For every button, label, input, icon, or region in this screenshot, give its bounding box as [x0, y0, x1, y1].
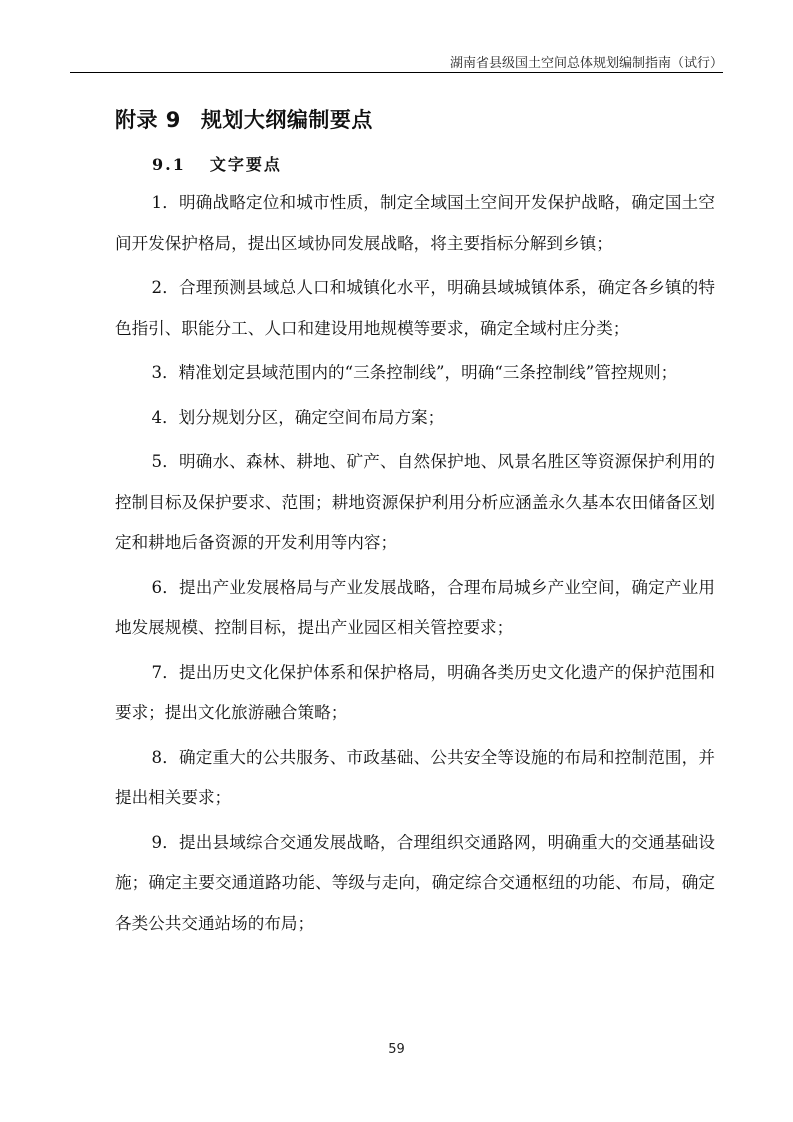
running-header	[70, 50, 723, 73]
paragraph-1: 1．明确战略定位和城市性质，制定全域国土空间开发保护战略，确定国土空间开发保护格局，提出区域协同发展战略，将主要指标分解到乡镇；	[115, 193, 715, 253]
paragraph-6: 6．提出产业发展格局与产业发展战略，合理布局城乡产业空间，确定产业用地发展规模、控制目标，提出产业园区相关管控要求；	[115, 577, 715, 637]
appendix-number: 附录 9	[115, 108, 181, 132]
paragraph-4: 4．划分规划分区，确定空间布局方案；	[151, 407, 445, 427]
section-number: 9.1	[152, 155, 186, 174]
page-content	[115, 96, 715, 944]
paragraph-3: 3．精准划定县域范围内的“三条控制线”，明确“三条控制线”管控规则；	[151, 363, 678, 382]
section-heading	[152, 152, 715, 175]
paragraph-2: 2．合理预测县域总人口和城镇化水平，明确县域城镇体系，确定各乡镇的特色指引、职能分工、人口和建设用地规模等要求，确定全域村庄分类；	[115, 278, 715, 338]
appendix-heading	[115, 104, 715, 134]
paragraph-7: 7．提出历史文化保护体系和保护格局，明确各类历史文化遗产的保护范围和要求；提出文化旅游融合策略；	[115, 662, 715, 722]
paragraph-9: 9．提出县域综合交通发展战略，合理组织交通路网，明确重大的交通基础设施；确定主要交通道路功能、等级与走向，确定综合交通枢纽的功能、布局，确定各类公共交通站场的布局；	[115, 832, 715, 933]
paragraph-8: 8．确定重大的公共服务、市政基础、公共安全等设施的布局和控制范围，并提出相关要求；	[115, 747, 715, 807]
header-title: 湖南省县级国土空间总体规划编制指南（试行）	[449, 56, 723, 71]
section-title: 文字要点	[209, 155, 282, 174]
page-number: 59	[388, 1042, 405, 1057]
appendix-title: 规划大纲编制要点	[200, 108, 373, 132]
paragraph-5: 5．明确水、森林、耕地、矿产、自然保护地、风景名胜区等资源保护利用的控制目标及保护要求、范围；耕地资源保护利用分析应涵盖永久基本农田储备区划定和耕地后备资源的开发利用等内容；	[115, 452, 715, 552]
